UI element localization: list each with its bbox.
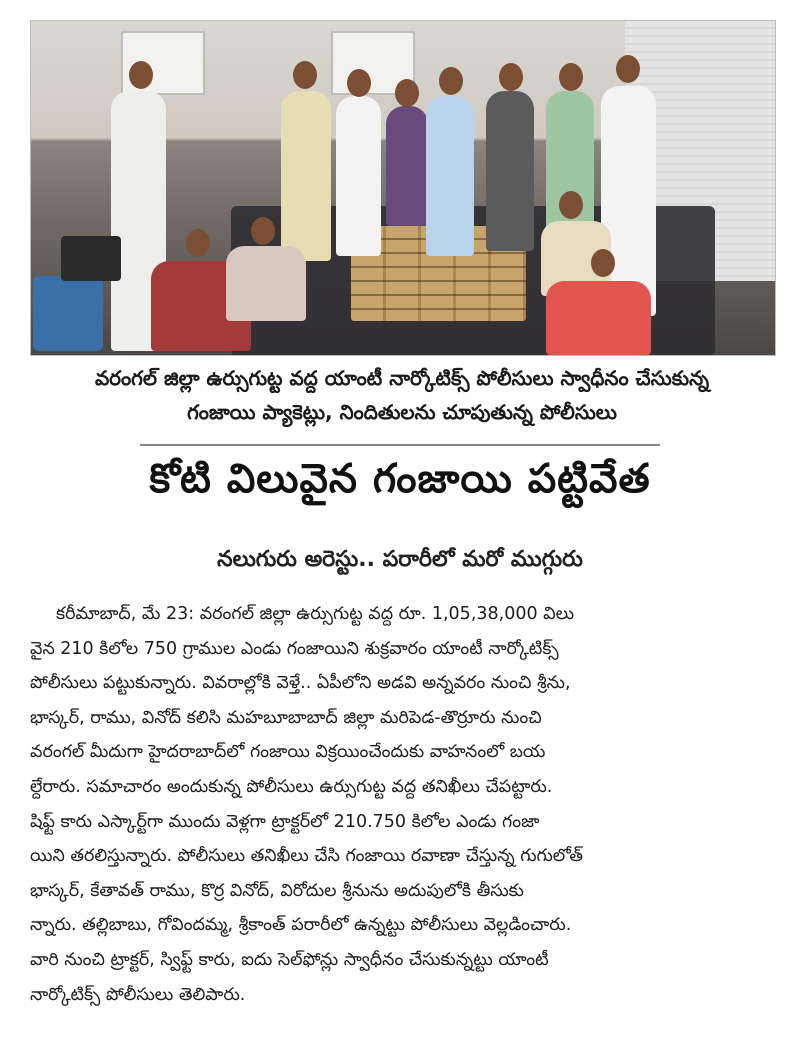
person bbox=[546, 281, 651, 355]
person bbox=[281, 91, 331, 261]
person-head bbox=[559, 191, 583, 219]
person-head bbox=[293, 61, 317, 89]
bag bbox=[61, 236, 121, 281]
photo-caption-line-1: వరంగల్ జిల్లా ఉర్సుగుట్ట వద్ద యాంటీ నార్కోటిక్స్ పోలీసులు స్వాధీనం చేసుకున్న bbox=[94, 366, 710, 390]
article-line: భాస్కర్, కేతావత్ రాము, కొర్ర వినోద్, విరోదుల శ్రీనును అదుపులోకి తీసుకు bbox=[30, 880, 524, 901]
article-line: షిఫ్ట్ కారు ఎస్కార్ట్‌గా ముందు వెళ్లగా ట్రాక్టర్‌లో 210.750 కిలోల ఎండు గంజా bbox=[30, 811, 540, 832]
person-head bbox=[251, 217, 275, 245]
subheadline: నలుగురు అరెస్టు.. పరారీలో మరో ముగ్గురు bbox=[217, 547, 583, 572]
article-line: యిని తరలిస్తున్నారు. పోలీసులు తనిఖీలు చేసి గంజాయి రవాణా చేస్తున్న గుగులోత్ bbox=[30, 846, 584, 867]
bag bbox=[33, 276, 103, 351]
article-line: నార్కోటిక్స్ పోలీసులు తెలిపారు. bbox=[30, 984, 246, 1005]
article-line: వారి నుంచి ట్రాక్టర్, స్విఫ్ట్ కారు, ఐదు సెల్‌ఫోన్లు స్వాధీనం చేసుకున్నట్టు యాంటీ bbox=[30, 949, 549, 970]
person-head bbox=[439, 67, 463, 95]
person-head bbox=[559, 63, 583, 91]
person bbox=[226, 246, 306, 321]
article-line: పోలీసులు పట్టుకున్నారు. వివరాల్లోకి వెళ్తే.. ఏపీలోని అడవి అన్నవరం నుంచి శ్రీను, bbox=[30, 673, 571, 694]
divider bbox=[140, 444, 660, 446]
article-line: ల్దేరారు. సమాచారం అందుకున్న పోలీసులు ఉర్సుగుట్ట వద్ద తనిఖీలు చేపట్టారు. bbox=[30, 776, 553, 797]
person-head bbox=[395, 79, 419, 107]
person-head bbox=[129, 61, 153, 89]
article-line: వరంగల్ మీదుగా హైదరాబాద్‌లో గంజాయి విక్రయించేందుకు వాహనంలో బయ bbox=[30, 742, 546, 763]
person bbox=[426, 96, 474, 256]
person-head bbox=[591, 249, 615, 277]
headline: కోటి విలువైన గంజాయి పట్టివేత bbox=[149, 456, 651, 502]
news-photo bbox=[30, 20, 776, 356]
person-head bbox=[499, 63, 523, 91]
article-line: భాస్కర్, రాము, వినోద్ కలిసి మహబూబాబాద్ జిల్లా మరిపెడ-తొర్రూరు నుంచి bbox=[30, 707, 542, 728]
article-line: న్నారు. తల్లిబాబు, గోవిందమ్మ, శ్రీకాంత్ పరారీలో ఉన్నట్టు పోలీసులు వెల్లడించారు. bbox=[30, 915, 572, 936]
person bbox=[336, 96, 381, 256]
person bbox=[486, 91, 534, 251]
article-body bbox=[30, 597, 774, 1012]
person-head bbox=[347, 69, 371, 97]
person bbox=[386, 106, 428, 226]
person-head bbox=[616, 55, 640, 83]
article-line: కరీమాబాద్, మే 23: వరంగల్ జిల్లా ఉర్సుగుట్ట వద్ద రూ. 1,05,38,000 విలు bbox=[56, 604, 575, 624]
photo-caption-line-2: గంజాయి ప్యాకెట్లు, నిందితులను చూపుతున్న పోలీసులు bbox=[187, 400, 617, 424]
person-head bbox=[186, 229, 210, 257]
article-line: వైన 210 కిలోల 750 గ్రాముల ఎండు గంజాయిని శుక్రవారం యాంటీ నార్కోటిక్స్ bbox=[30, 638, 559, 659]
